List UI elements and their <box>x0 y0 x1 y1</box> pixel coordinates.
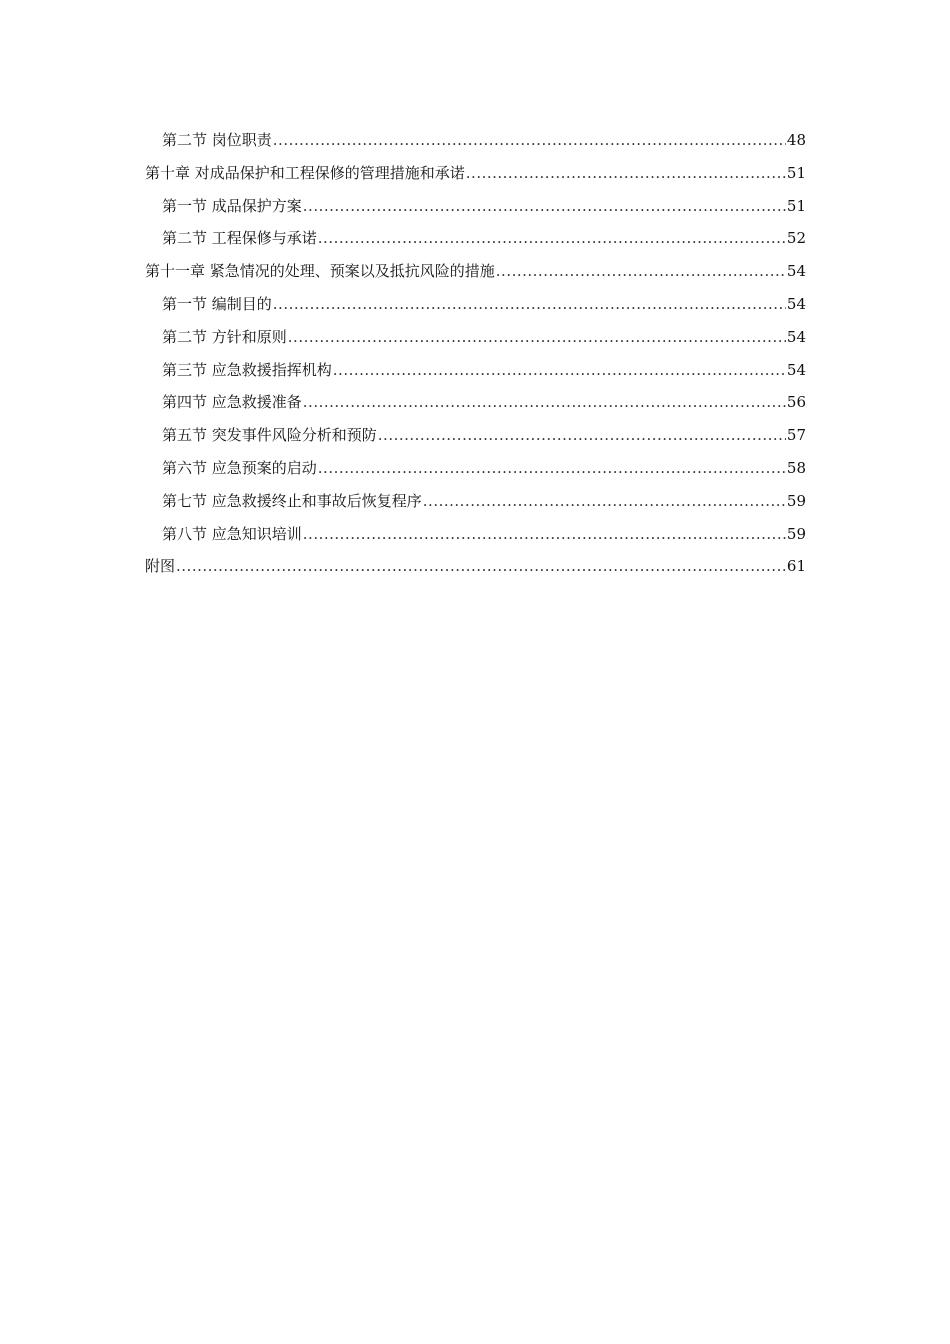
toc-entry[interactable] <box>145 518 806 551</box>
toc-dot-leader <box>176 550 786 583</box>
toc-entry-title: 第十章 对成品保护和工程保修的管理措施和承诺 <box>145 163 465 182</box>
toc-page-number: 51 <box>786 196 806 215</box>
toc-dot-leader <box>378 419 786 452</box>
toc-entry[interactable] <box>145 354 806 387</box>
toc-dot-leader <box>318 452 786 485</box>
toc-page-number: 54 <box>786 262 806 281</box>
toc-entry-title: 第二节 方针和原则 <box>162 327 287 346</box>
toc-dot-leader <box>318 222 786 255</box>
toc-entry[interactable] <box>145 190 806 223</box>
toc-page-number: 57 <box>786 426 806 445</box>
toc-dot-leader <box>273 124 786 157</box>
toc-entry[interactable] <box>145 550 806 583</box>
toc-page-number: 61 <box>786 557 806 576</box>
toc-dot-leader <box>303 518 786 551</box>
toc-entry[interactable] <box>145 222 806 255</box>
table-of-contents <box>145 124 806 583</box>
toc-page-number: 58 <box>786 458 806 477</box>
toc-page-number: 52 <box>786 229 806 248</box>
toc-dot-leader <box>466 157 786 190</box>
toc-entry[interactable] <box>145 419 806 452</box>
toc-entry[interactable] <box>145 452 806 485</box>
toc-entry-title: 第六节 应急预案的启动 <box>162 458 317 477</box>
toc-entry-title: 第二节 岗位职责 <box>162 131 272 149</box>
toc-entry[interactable] <box>145 485 806 518</box>
toc-dot-leader <box>303 386 786 419</box>
toc-entry[interactable] <box>145 255 806 288</box>
toc-entry-title: 第四节 应急救援准备 <box>162 393 302 412</box>
toc-entry[interactable] <box>145 386 806 419</box>
toc-page-number: 54 <box>786 294 806 313</box>
toc-entry[interactable] <box>145 288 806 321</box>
toc-entry[interactable] <box>145 124 806 157</box>
toc-page-number: 56 <box>786 393 806 412</box>
toc-entry-title: 第七节 应急救援终止和事故后恢复程序 <box>162 491 422 510</box>
toc-dot-leader <box>273 288 786 321</box>
toc-dot-leader <box>288 321 786 354</box>
toc-dot-leader <box>333 354 786 387</box>
toc-entry-title: 第三节 应急救援指挥机构 <box>162 360 332 379</box>
toc-page-number: 59 <box>786 491 806 510</box>
toc-page-number: 59 <box>786 524 806 543</box>
toc-entry-title: 第五节 突发事件风险分析和预防 <box>162 426 377 445</box>
toc-entry-title: 第八节 应急知识培训 <box>162 524 302 543</box>
toc-page-number: 48 <box>786 131 806 149</box>
toc-page-number: 54 <box>786 327 806 346</box>
toc-entry-title: 第一节 成品保护方案 <box>162 196 302 215</box>
toc-page-number: 54 <box>786 360 806 379</box>
toc-entry-title: 第十一章 紧急情况的处理、预案以及抵抗风险的措施 <box>145 262 495 281</box>
toc-dot-leader <box>496 255 786 288</box>
toc-dot-leader <box>423 485 786 518</box>
toc-entry-title: 附图 <box>145 557 176 576</box>
toc-entry[interactable] <box>145 157 806 190</box>
toc-entry-title: 第一节 编制目的 <box>162 294 272 313</box>
toc-entry[interactable] <box>145 321 806 354</box>
toc-dot-leader <box>303 190 786 223</box>
toc-entry-title: 第二节 工程保修与承诺 <box>162 229 317 248</box>
toc-page-number: 51 <box>786 163 806 182</box>
